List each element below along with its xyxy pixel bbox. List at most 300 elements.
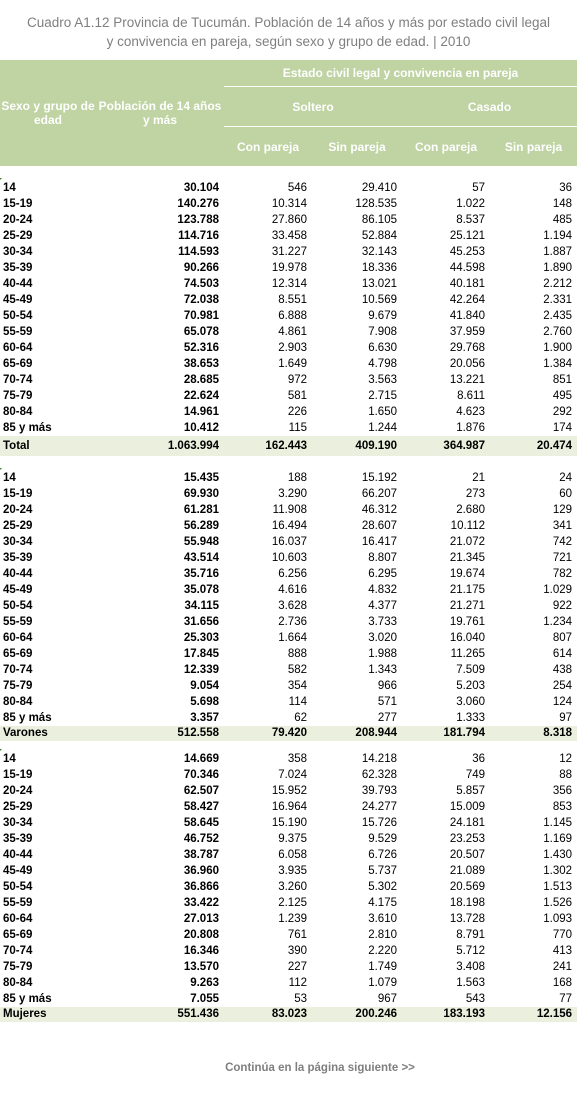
soltero-sin-pareja-cell: 8.807 — [368, 552, 397, 564]
age-group-cell: 80-84 — [3, 406, 33, 418]
soltero-con-pareja-cell: 390 — [287, 945, 307, 957]
table-row — [0, 518, 577, 534]
soltero-con-pareja-cell: 582 — [287, 664, 307, 676]
age-group-cell: 55-59 — [3, 616, 33, 628]
casado-sin-pareja-cell: 2.435 — [543, 310, 573, 322]
casado-sin-pareja-cell: 495 — [552, 390, 573, 402]
header-casado-sin-pareja: Sin pareja — [490, 127, 577, 167]
age-group-cell: 85 y más — [3, 422, 52, 434]
casado-sin-pareja-cell: 851 — [552, 374, 573, 386]
soltero-sin-pareja-cell: 4.798 — [368, 358, 397, 370]
casado-sin-pareja-cell: 1.029 — [543, 584, 573, 596]
population-cell: 46.752 — [183, 833, 219, 845]
age-group-cell: 30-34 — [3, 246, 33, 258]
casado-con-pareja-cell: 21.072 — [449, 536, 485, 548]
soltero-con-pareja-cell: 12.314 — [271, 278, 307, 290]
table-row — [0, 975, 577, 991]
section-spacer — [0, 456, 577, 470]
soltero-con-pareja-cell: 7.024 — [278, 769, 307, 781]
age-group-cell: 75-79 — [3, 961, 33, 973]
casado-sin-pareja-cell: 36 — [559, 182, 573, 194]
soltero-sin-pareja-cell: 14.218 — [361, 753, 397, 765]
casado-con-pareja-cell: 7.509 — [456, 664, 485, 676]
population-cell: 20.808 — [183, 929, 219, 941]
age-group-cell: 65-69 — [3, 358, 33, 370]
soltero-sin-pareja-cell: 1.343 — [368, 664, 397, 676]
casado-sin-pareja-cell: 77 — [559, 993, 573, 1005]
soltero-sin-pareja-cell: 3.020 — [368, 632, 397, 644]
spacer-cell — [0, 166, 577, 180]
soltero-con-pareja-cell: 3.260 — [278, 881, 307, 893]
age-group-cell: 20-24 — [3, 214, 33, 226]
total-casado-sin-pareja-cell: 8.318 — [490, 726, 577, 741]
table-row — [0, 767, 577, 783]
soltero-sin-pareja-cell: 13.021 — [361, 278, 397, 290]
casado-con-pareja-cell: 18.198 — [449, 897, 485, 909]
soltero-sin-pareja-cell: 46.312 — [361, 504, 397, 516]
header-soltero-sin-pareja: Sin pareja — [312, 127, 402, 167]
table-row — [0, 420, 577, 436]
table-row — [0, 710, 577, 726]
soltero-sin-pareja-cell: 1.650 — [368, 406, 397, 418]
age-group-cell: 25-29 — [3, 801, 33, 813]
casado-sin-pareja-cell: 1.513 — [543, 881, 573, 893]
age-group-cell: 15-19 — [3, 769, 33, 781]
age-group-cell: 35-39 — [3, 552, 33, 564]
table-row — [0, 324, 577, 340]
age-group-cell: 80-84 — [3, 696, 33, 708]
table-row — [0, 751, 577, 767]
age-group-cell: 60-64 — [3, 342, 33, 354]
spacer-cell — [0, 456, 577, 470]
population-cell: 70.981 — [183, 310, 219, 322]
soltero-sin-pareja-cell: 9.679 — [368, 310, 397, 322]
total-row — [0, 1007, 577, 1022]
soltero-con-pareja-cell: 1.649 — [278, 358, 307, 370]
soltero-sin-pareja-cell: 29.410 — [361, 182, 397, 194]
casado-sin-pareja-cell: 1.169 — [543, 833, 573, 845]
casado-sin-pareja-cell: 1.194 — [543, 230, 573, 242]
casado-con-pareja-cell: 21.271 — [449, 600, 485, 612]
table-row — [0, 356, 577, 372]
age-group-cell: 14 — [0, 180, 96, 196]
casado-con-pareja-cell: 5.203 — [456, 680, 485, 692]
table-row — [0, 943, 577, 959]
header-soltero: Soltero — [224, 87, 402, 127]
total-population-cell: 551.436 — [96, 1007, 224, 1022]
soltero-sin-pareja-cell: 128.535 — [355, 198, 397, 210]
age-group-cell: 50-54 — [3, 600, 33, 612]
population-cell: 114.593 — [178, 246, 219, 258]
soltero-con-pareja-cell: 112 — [288, 977, 307, 989]
age-group-cell: 70-74 — [3, 374, 33, 386]
age-group-cell: 40-44 — [3, 568, 33, 580]
continue-next-page-note: Continúa en la página siguiente >> — [225, 1062, 415, 1074]
table-row — [0, 911, 577, 927]
soltero-con-pareja-cell: 888 — [287, 648, 307, 660]
soltero-sin-pareja-cell: 66.207 — [361, 488, 397, 500]
soltero-sin-pareja-cell: 2.220 — [368, 945, 397, 957]
soltero-sin-pareja-cell: 24.277 — [361, 801, 397, 813]
population-cell: 27.013 — [183, 913, 219, 925]
table-row — [0, 799, 577, 815]
casado-sin-pareja-cell: 438 — [552, 664, 573, 676]
casado-sin-pareja-cell: 292 — [552, 406, 573, 418]
soltero-con-pareja-cell: 4.861 — [278, 326, 307, 338]
age-group-cell: 70-74 — [3, 945, 33, 957]
casado-con-pareja-cell: 37.959 — [449, 326, 485, 338]
population-cell: 70.346 — [183, 769, 219, 781]
table-row — [0, 212, 577, 228]
table-row — [0, 662, 577, 678]
casado-con-pareja-cell: 8.537 — [456, 214, 485, 226]
casado-con-pareja-cell: 41.840 — [449, 310, 485, 322]
table-row — [0, 614, 577, 630]
age-group-cell: 60-64 — [3, 913, 33, 925]
age-group-cell: 40-44 — [3, 849, 33, 861]
casado-con-pareja-cell: 20.507 — [449, 849, 485, 861]
table-row — [0, 372, 577, 388]
soltero-con-pareja-cell: 10.603 — [271, 552, 307, 564]
total-soltero-sin-pareja-cell: 208.944 — [312, 726, 402, 741]
soltero-sin-pareja-cell: 32.143 — [361, 246, 397, 258]
casado-sin-pareja-cell: 1.900 — [543, 342, 573, 354]
population-cell: 34.115 — [184, 600, 219, 612]
soltero-con-pareja-cell: 546 — [287, 182, 307, 194]
table-row — [0, 566, 577, 582]
soltero-sin-pareja-cell: 1.749 — [368, 961, 397, 973]
soltero-sin-pareja-cell: 16.417 — [361, 536, 397, 548]
soltero-sin-pareja-cell: 10.569 — [361, 294, 397, 306]
population-cell: 38.653 — [183, 358, 219, 370]
table-title — [0, 13, 577, 51]
population-cell: 43.514 — [183, 552, 219, 564]
casado-con-pareja-cell: 20.056 — [449, 358, 485, 370]
casado-con-pareja-cell: 15.009 — [449, 801, 485, 813]
table-row — [0, 895, 577, 911]
table-row — [0, 228, 577, 244]
soltero-con-pareja-cell: 6.888 — [278, 310, 307, 322]
casado-con-pareja-cell: 21.175 — [449, 584, 485, 596]
table-row — [0, 180, 577, 196]
table-row — [0, 646, 577, 662]
casado-sin-pareja-cell: 341 — [552, 520, 573, 532]
total-casado-con-pareja-cell: 183.193 — [402, 1007, 490, 1022]
population-cell: 13.570 — [183, 961, 219, 973]
table-header — [0, 60, 577, 166]
casado-sin-pareja-cell: 2.331 — [543, 294, 573, 306]
soltero-con-pareja-cell: 188 — [287, 472, 307, 484]
table-row — [0, 815, 577, 831]
section-spacer — [0, 166, 577, 180]
soltero-sin-pareja-cell: 1.079 — [368, 977, 397, 989]
soltero-con-pareja-cell: 114 — [288, 696, 307, 708]
population-cell: 22.624 — [183, 390, 219, 402]
casado-sin-pareja-cell: 1.887 — [543, 246, 573, 258]
casado-sin-pareja-cell: 24 — [559, 472, 573, 484]
soltero-sin-pareja-cell: 6.295 — [368, 568, 397, 580]
soltero-sin-pareja-cell: 967 — [377, 993, 397, 1005]
population-cell: 52.316 — [183, 342, 219, 354]
soltero-con-pareja-cell: 226 — [287, 406, 307, 418]
soltero-con-pareja-cell: 1.239 — [278, 913, 307, 925]
casado-sin-pareja-cell: 60 — [559, 488, 573, 500]
casado-con-pareja-cell: 8.611 — [457, 390, 485, 402]
data-table — [0, 60, 577, 1022]
soltero-con-pareja-cell: 15.952 — [271, 785, 307, 797]
header-casado: Casado — [402, 87, 577, 127]
population-cell: 35.078 — [183, 584, 219, 596]
soltero-con-pareja-cell: 354 — [287, 680, 307, 692]
age-group-cell: 65-69 — [3, 648, 33, 660]
population-cell: 14.961 — [183, 406, 219, 418]
soltero-sin-pareja-cell: 9.529 — [368, 833, 397, 845]
population-cell: 140.276 — [177, 198, 219, 210]
soltero-sin-pareja-cell: 4.175 — [368, 897, 397, 909]
table-row — [0, 388, 577, 404]
section-spacer — [0, 741, 577, 751]
age-group-cell: 14 — [0, 470, 96, 486]
population-cell: 31.656 — [183, 616, 219, 628]
age-group-cell: 50-54 — [3, 310, 33, 322]
population-cell: 17.845 — [183, 648, 219, 660]
header-civil-status: Estado civil legal y convivencia en pareja — [224, 60, 577, 87]
soltero-con-pareja-cell: 6.058 — [278, 849, 307, 861]
total-casado-sin-pareja-cell: 20.474 — [490, 436, 577, 456]
soltero-sin-pareja-cell: 39.793 — [361, 785, 397, 797]
soltero-con-pareja-cell: 115 — [288, 422, 307, 434]
table-row — [0, 292, 577, 308]
casado-con-pareja-cell: 5.712 — [456, 945, 485, 957]
casado-con-pareja-cell: 273 — [465, 488, 485, 500]
age-group-cell: 85 y más — [3, 712, 52, 724]
soltero-sin-pareja-cell: 3.610 — [368, 913, 397, 925]
age-group-cell: 25-29 — [3, 230, 33, 242]
age-group-cell: 35-39 — [3, 262, 33, 274]
table-row — [0, 260, 577, 276]
table-row — [0, 991, 577, 1007]
casado-con-pareja-cell: 42.264 — [449, 294, 485, 306]
casado-sin-pareja-cell: 1.384 — [543, 358, 573, 370]
soltero-sin-pareja-cell: 52.884 — [361, 230, 397, 242]
soltero-sin-pareja-cell: 966 — [377, 680, 397, 692]
soltero-sin-pareja-cell: 7.908 — [368, 326, 397, 338]
total-age-group-cell: Mujeres — [0, 1007, 96, 1022]
population-cell: 61.281 — [183, 504, 219, 516]
total-population-cell: 512.558 — [96, 726, 224, 741]
soltero-sin-pareja-cell: 86.105 — [361, 214, 397, 226]
casado-sin-pareja-cell: 1.145 — [543, 817, 573, 829]
casado-con-pareja-cell: 543 — [465, 993, 485, 1005]
soltero-con-pareja-cell: 53 — [294, 993, 307, 1005]
population-cell: 10.412 — [183, 422, 219, 434]
age-group-cell: 80-84 — [3, 977, 33, 989]
age-group-cell: 35-39 — [3, 833, 33, 845]
soltero-con-pareja-cell: 9.375 — [278, 833, 307, 845]
table-row — [0, 630, 577, 646]
age-group-cell: 25-29 — [3, 520, 33, 532]
soltero-sin-pareja-cell: 15.726 — [361, 817, 397, 829]
population-cell: 72.038 — [183, 294, 219, 306]
age-group-cell: 14 — [0, 751, 96, 767]
casado-sin-pareja-cell: 1.526 — [543, 897, 573, 909]
table-row — [0, 847, 577, 863]
total-casado-con-pareja-cell: 364.987 — [402, 436, 490, 456]
age-group-cell: 30-34 — [3, 817, 33, 829]
table-row — [0, 582, 577, 598]
table-row — [0, 550, 577, 566]
total-casado-con-pareja-cell: 181.794 — [402, 726, 490, 741]
casado-sin-pareja-cell: 129 — [552, 504, 573, 516]
population-cell: 7.055 — [190, 993, 219, 1005]
casado-con-pareja-cell: 749 — [465, 769, 485, 781]
population-cell: 5.698 — [190, 696, 219, 708]
population-cell: 123.788 — [177, 214, 219, 226]
population-cell: 15.435 — [183, 472, 219, 484]
soltero-con-pareja-cell: 4.616 — [278, 584, 307, 596]
casado-con-pareja-cell: 29.768 — [449, 342, 485, 354]
soltero-sin-pareja-cell: 4.377 — [368, 600, 397, 612]
casado-con-pareja-cell: 2.680 — [456, 504, 485, 516]
soltero-con-pareja-cell: 581 — [287, 390, 307, 402]
age-group-cell: 50-54 — [3, 881, 33, 893]
age-group-cell: 55-59 — [3, 326, 33, 338]
casado-sin-pareja-cell: 2.212 — [543, 278, 573, 290]
table-row — [0, 927, 577, 943]
table-title-line-1: Cuadro A1.12 Provincia de Tucumán. Población de 14 años y más por estado civil legal — [26, 15, 551, 30]
casado-con-pareja-cell: 36 — [472, 753, 485, 765]
soltero-con-pareja-cell: 15.190 — [271, 817, 307, 829]
soltero-con-pareja-cell: 62 — [294, 712, 307, 724]
casado-con-pareja-cell: 11.265 — [450, 648, 485, 660]
total-row — [0, 726, 577, 741]
age-group-cell: 45-49 — [3, 294, 33, 306]
table-row — [0, 340, 577, 356]
age-group-cell: 55-59 — [3, 897, 33, 909]
casado-sin-pareja-cell: 721 — [552, 552, 573, 564]
table-row — [0, 598, 577, 614]
table-row — [0, 831, 577, 847]
soltero-sin-pareja-cell: 3.733 — [368, 616, 397, 628]
population-cell: 69.930 — [183, 488, 219, 500]
soltero-sin-pareja-cell: 15.192 — [361, 472, 397, 484]
casado-sin-pareja-cell: 922 — [552, 600, 573, 612]
soltero-con-pareja-cell: 1.664 — [278, 632, 307, 644]
soltero-sin-pareja-cell: 62.328 — [361, 769, 397, 781]
casado-con-pareja-cell: 5.857 — [456, 785, 485, 797]
soltero-con-pareja-cell: 33.458 — [271, 230, 307, 242]
soltero-sin-pareja-cell: 28.607 — [361, 520, 397, 532]
table-row — [0, 470, 577, 486]
casado-con-pareja-cell: 1.333 — [456, 712, 485, 724]
population-cell: 9.054 — [190, 680, 219, 692]
casado-con-pareja-cell: 25.121 — [449, 230, 485, 242]
casado-con-pareja-cell: 23.253 — [449, 833, 485, 845]
casado-con-pareja-cell: 16.040 — [449, 632, 485, 644]
population-cell: 58.645 — [183, 817, 219, 829]
soltero-sin-pareja-cell: 2.810 — [368, 929, 397, 941]
population-cell: 56.289 — [183, 520, 219, 532]
population-cell: 9.263 — [190, 977, 219, 989]
soltero-con-pareja-cell: 16.494 — [271, 520, 307, 532]
population-cell: 90.266 — [183, 262, 219, 274]
age-group-cell: 40-44 — [3, 278, 33, 290]
age-group-cell: 20-24 — [3, 504, 33, 516]
table-row — [0, 879, 577, 895]
casado-sin-pareja-cell: 241 — [552, 961, 573, 973]
casado-sin-pareja-cell: 1.302 — [543, 865, 573, 877]
casado-sin-pareja-cell: 12 — [559, 753, 573, 765]
casado-con-pareja-cell: 1.876 — [456, 422, 485, 434]
age-group-cell: 75-79 — [3, 680, 33, 692]
casado-sin-pareja-cell: 356 — [552, 785, 573, 797]
casado-con-pareja-cell: 13.221 — [449, 374, 485, 386]
table-row — [0, 694, 577, 710]
population-cell: 55.948 — [183, 536, 219, 548]
casado-sin-pareja-cell: 1.093 — [543, 913, 573, 925]
total-soltero-con-pareja-cell: 83.023 — [224, 1007, 312, 1022]
soltero-con-pareja-cell: 27.860 — [271, 214, 307, 226]
casado-con-pareja-cell: 1.022 — [456, 198, 485, 210]
soltero-con-pareja-cell: 16.037 — [271, 536, 307, 548]
casado-con-pareja-cell: 20.569 — [449, 881, 485, 893]
total-population-cell: 1.063.994 — [96, 436, 224, 456]
soltero-sin-pareja-cell: 18.336 — [361, 262, 397, 274]
soltero-con-pareja-cell: 2.736 — [278, 616, 307, 628]
total-row — [0, 436, 577, 456]
age-group-cell: 45-49 — [3, 865, 33, 877]
population-cell: 30.104 — [183, 182, 219, 194]
population-cell: 65.078 — [183, 326, 219, 338]
age-group-cell: 60-64 — [3, 632, 33, 644]
casado-sin-pareja-cell: 1.890 — [543, 262, 573, 274]
total-soltero-con-pareja-cell: 79.420 — [224, 726, 312, 741]
casado-con-pareja-cell: 3.408 — [456, 961, 485, 973]
casado-sin-pareja-cell: 853 — [552, 801, 573, 813]
soltero-sin-pareja-cell: 6.726 — [368, 849, 397, 861]
casado-con-pareja-cell: 21.345 — [449, 552, 485, 564]
casado-con-pareja-cell: 19.761 — [449, 616, 485, 628]
total-age-group-cell: Total — [0, 436, 96, 456]
soltero-sin-pareja-cell: 5.302 — [368, 881, 397, 893]
population-cell: 114.716 — [178, 230, 219, 242]
soltero-con-pareja-cell: 972 — [287, 374, 307, 386]
table-row — [0, 404, 577, 420]
table-row — [0, 244, 577, 260]
soltero-con-pareja-cell: 227 — [287, 961, 307, 973]
casado-con-pareja-cell: 24.181 — [449, 817, 485, 829]
casado-sin-pareja-cell: 124 — [552, 696, 573, 708]
casado-con-pareja-cell: 4.623 — [456, 406, 485, 418]
soltero-con-pareja-cell: 8.551 — [278, 294, 307, 306]
table-body — [0, 166, 577, 1022]
total-soltero-con-pareja-cell: 162.443 — [224, 436, 312, 456]
age-group-cell: 20-24 — [3, 785, 33, 797]
header-population: Población de 14 años y más — [96, 60, 224, 166]
casado-sin-pareja-cell: 413 — [552, 945, 573, 957]
age-group-cell: 70-74 — [3, 664, 33, 676]
table-row — [0, 276, 577, 292]
casado-sin-pareja-cell: 97 — [559, 712, 573, 724]
soltero-sin-pareja-cell: 277 — [377, 712, 397, 724]
soltero-con-pareja-cell: 19.978 — [271, 262, 307, 274]
soltero-con-pareja-cell: 3.628 — [278, 600, 307, 612]
total-casado-sin-pareja-cell: 12.156 — [490, 1007, 577, 1022]
population-cell: 33.422 — [183, 897, 219, 909]
casado-con-pareja-cell: 21 — [472, 472, 485, 484]
soltero-sin-pareja-cell: 5.737 — [368, 865, 397, 877]
header-soltero-con-pareja: Con pareja — [224, 127, 312, 167]
